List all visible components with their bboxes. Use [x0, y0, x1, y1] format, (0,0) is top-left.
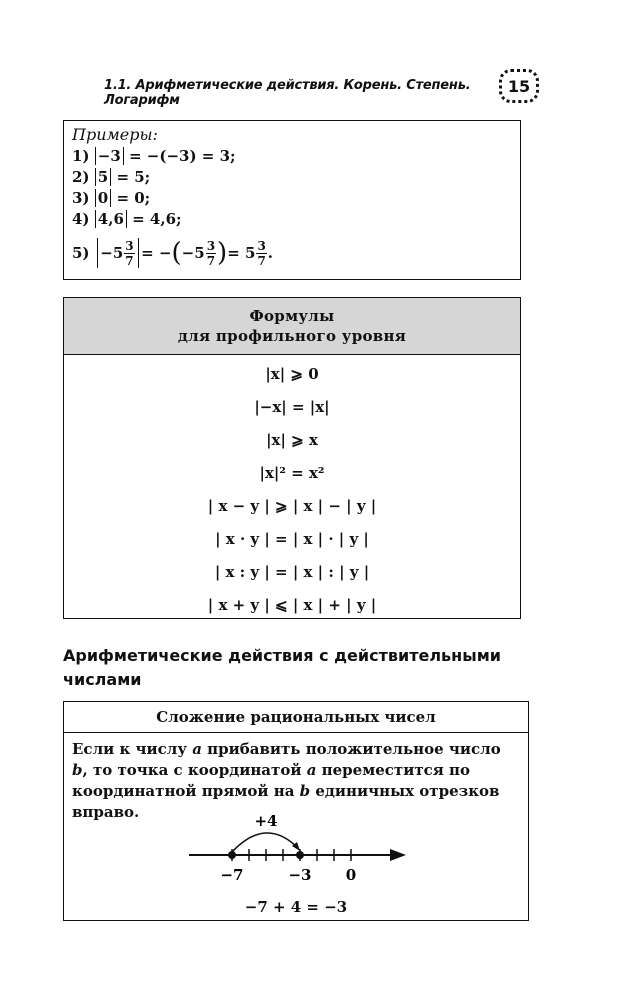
axis-arrow — [390, 849, 406, 861]
formulas-table — [63, 297, 521, 619]
tick-label: 0 — [345, 866, 357, 884]
examples-box — [63, 120, 521, 280]
addition-title: Сложение рациональных чисел — [64, 702, 528, 733]
formula-row: |x| ⩾ 0 — [265, 365, 319, 383]
number-line — [184, 812, 414, 892]
header-title: 1.1. Арифметические действия. Корень. Степень. Логарифм — [104, 78, 471, 108]
example-line-5: 5) −5 $\frac{3}{7}$ = − ( −5 $\frac{3}{7}$ ) = 5 $\frac{3}{7}$ . — [72, 238, 274, 268]
move-arc — [232, 833, 298, 852]
formula-row: | x − y | ⩾ | x | − | y | — [207, 497, 377, 515]
example-line: 2) 5 = 5; — [72, 168, 151, 186]
page-number: 15 — [499, 69, 539, 103]
formula-row: |x| ⩾ x — [266, 431, 318, 449]
arc-label: +4 — [254, 812, 278, 830]
formula-row: |x|² = x² — [259, 464, 325, 482]
running-header — [104, 72, 544, 106]
formula-row: | x : y | = | x | : | y | — [214, 563, 370, 581]
examples-title: Примеры: — [72, 125, 158, 144]
formula-row: |−x| = |x| — [254, 398, 330, 416]
addition-result: −7 + 4 = −3 — [244, 898, 348, 916]
section-title: Арифметические действия с действительными числами — [63, 646, 501, 689]
start-point — [228, 851, 236, 859]
example-line: 1) −3 = −(−3) = 3; — [72, 147, 236, 165]
addition-box — [63, 701, 529, 921]
example-line: 3) 0 = 0; — [72, 189, 151, 207]
example-line: 4) 4,6 = 4,6; — [72, 210, 182, 228]
formula-row: | x + y | ⩽ | x | + | y | — [207, 596, 377, 614]
tick-label: −7 — [220, 866, 244, 884]
tick-label: −3 — [288, 866, 312, 884]
addition-text: Если к числу a прибавить положительное число b, то точка с координатой a переместится по координатной прямой на b единичных отрезков вправо. — [72, 740, 501, 821]
formulas-header: Формулы для профильного уровня — [64, 298, 520, 355]
end-point — [296, 851, 304, 859]
formula-row: | x · y | = | x | · | y | — [215, 530, 369, 548]
